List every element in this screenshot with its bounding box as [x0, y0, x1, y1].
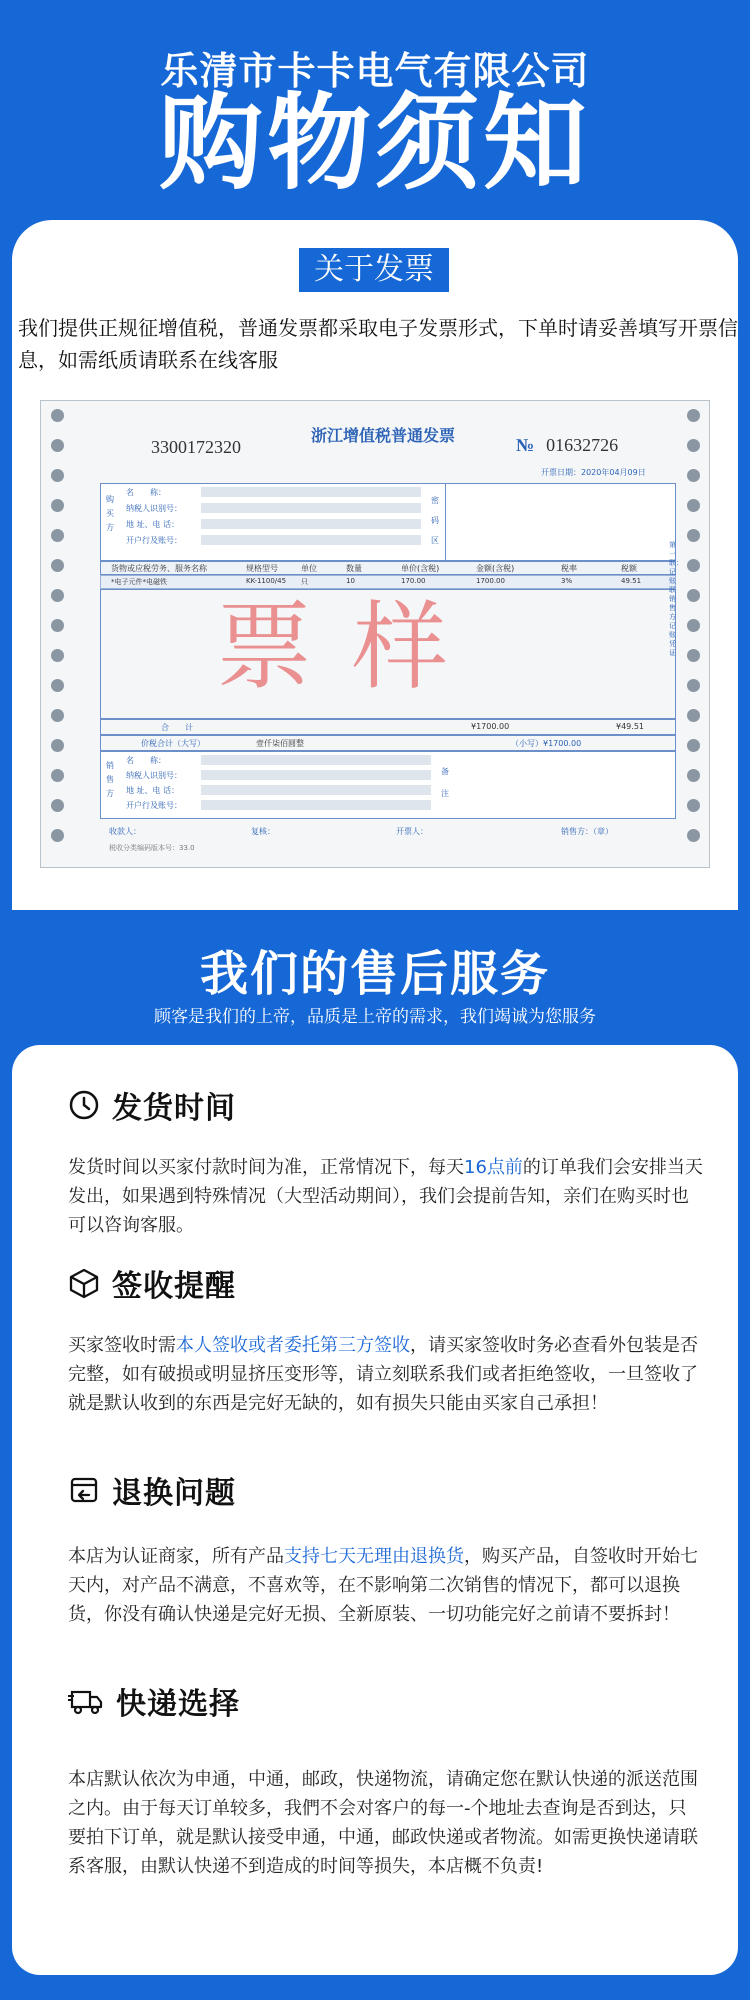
password-area	[445, 483, 676, 561]
remark-side-label: 备注	[441, 767, 449, 798]
seller-taxid-field	[201, 770, 431, 780]
perforation-left	[47, 409, 67, 859]
goods-header-spec: 规格型号	[246, 564, 278, 573]
seller-seal-label: 销售方：（章）	[561, 827, 613, 836]
invoice-number: № 01632726	[516, 435, 619, 455]
buyer-name-field	[201, 487, 421, 497]
invoice-vertical-note: 第一联：记账联 销售方记账凭证	[669, 541, 683, 657]
seller-taxid-label: 纳税人识别号：	[126, 771, 182, 780]
seller-side-label: 销售方	[106, 761, 114, 798]
page-title: 购物须知	[158, 82, 591, 204]
sum-small: （小写）¥1700.00	[511, 739, 582, 748]
buyer-bank-field	[201, 535, 421, 545]
total-label: 合 计	[161, 723, 193, 732]
invoice-sample-image	[40, 400, 710, 868]
section-title: 退换问题	[112, 1476, 236, 1511]
section-return-text: 本店为认证商家，所有产品支持七天无理由退换货，购买产品，自签收时开始七 天内，对产品不满意，不喜欢等，在不影响第二次销售的情况下，都可以退换 货，你没有确认快递是完好无损、全新原装、一切功能完好之前请不要拆封！	[68, 1546, 716, 1625]
seller-bank-label: 开户行及账号：	[126, 801, 182, 810]
version-label: 税收分类编码版本号：33.0	[109, 844, 195, 852]
goods-rate: 3%	[561, 577, 573, 585]
goods-qty: 10	[346, 577, 355, 585]
sum-upper: 壹仟柒佰圆整	[256, 739, 304, 748]
buyer-address-label: 地 址、电 话：	[126, 520, 180, 529]
seller-name-label: 名 称：	[126, 756, 166, 765]
seller-name-field	[201, 755, 431, 765]
total-tax: ¥49.51	[616, 722, 644, 731]
section-delivery-heading	[68, 1681, 240, 1721]
section-signing-text: 买家签收时需本人签收或者委托第三方签收，请买家签收时务必查看外包装是否 完整，如有破损或明显挤压变形等，请立刻联系我们或者拒绝签收，一旦签收了就是默认收到的东西是完好无缺的，如有损失只能由买家自己承担！	[68, 1335, 722, 1414]
service-subtitle: 顾客是我们的上帝，品质是上帝的需求，我们竭诚为您服务	[154, 1007, 596, 1027]
goods-price: 170.00	[401, 577, 426, 585]
section-title: 快递选择	[116, 1687, 240, 1722]
service-title: 我们的售后服务	[199, 946, 550, 1002]
perforation-right	[683, 409, 703, 859]
goods-header-unit: 单位	[301, 564, 317, 573]
service-card	[12, 1045, 738, 1975]
section-delivery-text: 本店默认依次为申通，中通，邮政，快递物流，请确定您在默认快递的派送范围之内。由于每天订单较多，我們不会对客户的每一-个地址去查询是否到达，只要拍下订单，就是默认接受申通，中通，邮政快递或者物流。如需更换快递请联系客服，由默认快递不到造成的时间等损失，本店概不负责!	[68, 1769, 698, 1877]
truck-icon	[68, 1685, 104, 1717]
section-signing-heading	[68, 1263, 236, 1303]
invoice-code: 3300172320	[151, 437, 241, 457]
buyer-side-label: 购买方	[106, 495, 114, 532]
goods-tax: 49.51	[621, 577, 642, 585]
company-name: 乐清市卡卡电气有限公司	[160, 49, 590, 93]
goods-unit: 只	[301, 578, 308, 586]
section-shipping-text: 发货时间以买家付款时间为准，正常情况下，每天16点前的订单我们会安排当天发出，如果遇到特殊情况（大型活动期间），我们会提前告知，亲们在购买时也可以咨询客服。	[68, 1157, 703, 1236]
buyer-address-field	[201, 519, 421, 529]
goods-header-amount: 金额(含税)	[476, 564, 515, 573]
reviewer-label: 复核：	[251, 827, 275, 836]
section-return-heading	[68, 1470, 236, 1510]
seller-address-label: 地 址、电 话：	[126, 786, 180, 795]
buyer-taxid-label: 纳税人识别号：	[126, 504, 182, 513]
buyer-name-label: 名 称：	[126, 488, 166, 497]
section-shipping-heading	[68, 1085, 236, 1125]
buyer-taxid-field	[201, 503, 421, 513]
goods-header-tax: 税额	[621, 564, 637, 573]
goods-header-qty: 数量	[346, 564, 362, 573]
goods-spec: KK-1100/45	[246, 577, 287, 585]
payee-label: 收款人：	[109, 827, 141, 836]
section-title: 发货时间	[112, 1091, 236, 1126]
goods-header-price: 单价(含税)	[401, 564, 440, 573]
invoice-description: 我们提供正规征增值税，普通发票都采取电子发票形式，下单时请妥善填写开票信息，如需纸质请联系在线客服	[18, 316, 738, 372]
invoice-card	[12, 220, 738, 910]
goods-header-rate: 税率	[561, 564, 577, 573]
invoice-tag: 关于发票	[299, 248, 449, 292]
seller-address-field	[201, 785, 431, 795]
goods-header-name: 货物或应税劳务、服务名称	[111, 564, 207, 573]
return-icon	[68, 1474, 100, 1506]
goods-amount: 1700.00	[476, 577, 505, 585]
section-title: 签收提醒	[112, 1269, 236, 1304]
sum-label: 价税合计（大写）	[141, 739, 205, 748]
clock-icon	[68, 1089, 100, 1121]
buyer-bank-label: 开户行及账号：	[126, 536, 182, 545]
issuer-label: 开票人：	[396, 827, 428, 836]
sample-stamp: 票样	[216, 591, 488, 703]
password-side-label: 密码区	[431, 496, 439, 545]
total-amount: ¥1700.00	[471, 722, 510, 731]
goods-name: *电子元件*电磁铁	[111, 578, 167, 586]
package-icon	[68, 1267, 100, 1299]
invoice-title: 浙江增值税普通发票	[311, 426, 456, 445]
invoice-date: 开票日期：2020年04月09日	[541, 468, 646, 477]
page-header	[0, 0, 750, 215]
seller-bank-field	[201, 800, 431, 810]
